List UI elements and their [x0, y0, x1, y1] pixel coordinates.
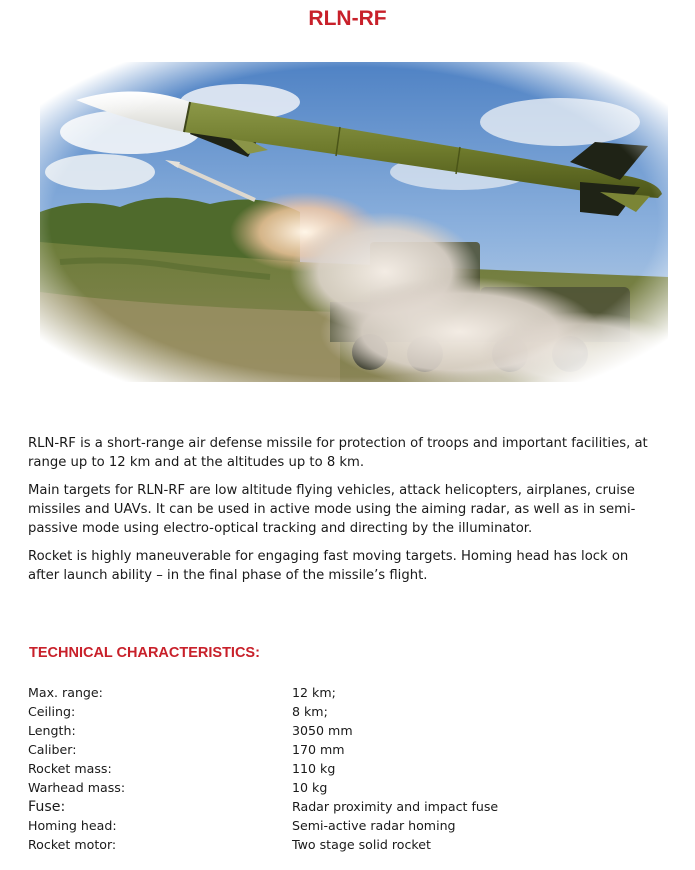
spec-row: [28, 683, 628, 702]
spec-row: [28, 816, 628, 835]
spec-row: [28, 835, 628, 854]
page-title: RLN-RF: [308, 7, 387, 30]
spec-value: 170 mm: [292, 742, 345, 757]
spec-label: Homing head:: [28, 818, 117, 833]
description-paragraph: RLN-RF is a short-range air defense missile for protection of troops and important facilities, at range up to 12 km and at the altitudes up to 8 km.: [28, 436, 648, 470]
spec-value: 12 km;: [292, 685, 336, 700]
spec-label: Fuse:: [28, 798, 66, 815]
spec-value: 8 km;: [292, 704, 328, 719]
spec-label: Ceiling:: [28, 704, 76, 719]
spec-label: Length:: [28, 723, 76, 738]
spec-row: [28, 721, 628, 740]
spec-value: Two stage solid rocket: [292, 837, 431, 852]
spec-row: [28, 740, 628, 759]
spec-value: 110 kg: [292, 761, 336, 776]
spec-row: [28, 778, 628, 797]
description: [28, 434, 653, 594]
spec-label: Caliber:: [28, 742, 77, 757]
spec-value: Semi-active radar homing: [292, 818, 456, 833]
spec-label: Rocket mass:: [28, 761, 112, 776]
missile-launch-photo: [40, 62, 668, 382]
spec-label: Max. range:: [28, 685, 103, 700]
specs-table: [28, 683, 628, 854]
description-paragraph: Main targets for RLN-RF are low altitude flying vehicles, attack helicopters, airplanes, cruise missiles and UAVs. It can be used in active mode using the aiming radar, as well as in semi-passive mode using electro-optical tracking and directing by the illuminator.: [28, 483, 636, 536]
spec-row: [28, 759, 628, 778]
specs-heading: TECHNICAL CHARACTERISTICS:: [29, 645, 260, 661]
spec-row: [28, 797, 628, 816]
description-paragraph: Rocket is highly maneuverable for engaging fast moving targets. Homing head has lock on after launch ability – in the final phase of the missile’s flight.: [28, 549, 629, 583]
spec-label: Rocket motor:: [28, 837, 117, 852]
spec-value: Radar proximity and impact fuse: [292, 799, 499, 814]
spec-label: Warhead mass:: [28, 780, 126, 795]
spec-row: [28, 702, 628, 721]
spec-value: 10 kg: [292, 780, 328, 795]
spec-value: 3050 mm: [292, 723, 353, 738]
